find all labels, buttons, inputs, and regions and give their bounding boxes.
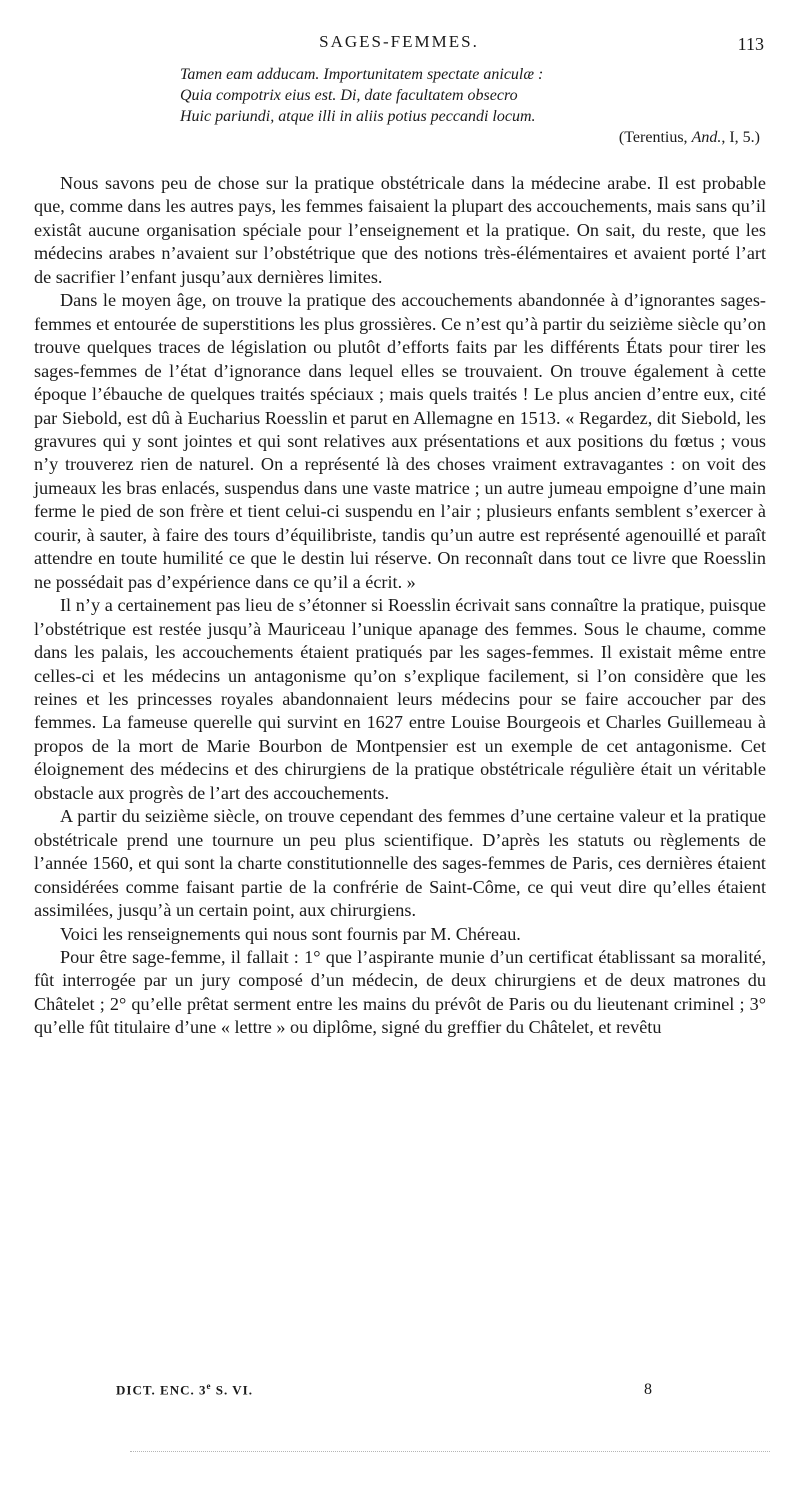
page-header	[34, 30, 764, 58]
paragraph-antagonism: Il n’y a certainement pas lieu de s’étonner si Roesslin écrivait sans connaître la pratique, puisque l’obstétrique est restée jusqu’à Mauriceau l’unique apanage des femmes. Sous le chaume, comme dans les palais, les accouchements étaient pratiqués par les sages-femmes. Il existait même entre celles-ci et les médecins un antagonisme qu’on s’explique facilement, si l’on considère que les reines et les princesses royales abandonnaient leurs médecins pour se faire accoucher par des femmes. La fameuse querelle qui survint en 1627 entre Louise Bourgeois et Charles Guillemeau à propos de la mort de Marie Bourbon de Montpensier est un exemple de cet antagonisme. Cet éloignement des médecins et des chirurgiens de la pratique obstétricale régulière était un véritable obstacle aux progrès de l’art des accouchements.	[34, 595, 766, 803]
body-text	[34, 172, 766, 1040]
bleed-through-line	[130, 1451, 770, 1453]
paragraph-arab-medicine: Nous savons peu de chose sur la pratique obstétricale dans la médecine arabe. Il est probable que, comme dans les autres pays, les femmes faisaient la plupart des accouchements, mais sans qu’il existât aucune organisation spéciale pour l’enseignement et la pratique. On sait, du reste, que les médecins arabes n’avaient sur l’obstétrique que des notions très-élémentaires et avaient porté l’art de sacrifier l’enfant jusqu’aux dernières limites.	[34, 173, 766, 287]
paragraph-sixteenth-century: A partir du seizième siècle, on trouve cependant des femmes d’une certaine valeur et la pratique obstétricale prend une tournure un peu plus scientifique. D’après les statuts ou règlements de l’année 1560, et qui sont la charte constitutionnelle des sages-femmes de Paris, ces dernières étaient considérées comme faisant partie de la confrérie de Saint-Côme, ce qui veut dire qu’elles étaient assimilées, jusqu’à un certain point, aux chirurgiens.	[34, 806, 766, 921]
running-title: SAGES-FEMMES.	[319, 32, 479, 51]
epigraph-line: Huic pariundi, atque illi in aliis potius peccandi locum.	[180, 108, 536, 125]
page-footer	[34, 1381, 764, 1403]
citation-work: And.	[691, 129, 722, 146]
epigraph-line: Tamen eam adducam. Importunitatem spectate aniculæ :	[180, 66, 544, 83]
paragraph-chereau: Voici les renseignements qui nous sont fournis par M. Chéreau.	[60, 923, 521, 944]
paragraph-middle-ages: Dans le moyen âge, on trouve la pratique des accouchements abandonnée à d’ignorantes sages-femmes et entourée de superstitions les plus grossières. Ce n’est qu’à partir du seizième siècle qu’on trouve quelques traces de législation ou plutôt d’efforts faits par les différents États pour tirer les sages-femmes de l’état d’ignorance dans lequel elles se trouvaient. On trouve également à cette époque l’ébauche de quelques traités spéciaux ; mais quels traités ! Le plus ancien d’entre eux, cité par Siebold, est dû à Eucharius Roesslin et parut en Allemagne en 1513. « Regardez, dit Siebold, les gravures qui y sont jointes et qui sont relatives aux présentations et aux positions du fœtus ; vous n’y trouverez rien de naturel. On a représenté là des choses vraiment extravagantes : on voit des jumeaux les bras enlacés, suspendus dans une vaste matrice ; un autre jumeau empoigne d’une main ferme le pied de son frère et tient celui-ci suspendu en l’air ; plusieurs enfants semblent s’exercer à courir, à sauter, à faire des tours d’équilibriste, tandis qu’un autre est représenté agenouillé et paraît attendre en toute humilité ce que le destin lui réserve. On reconnaît dans tout ce livre que Roesslin ne possédait pas d’expérience dans ce qu’il a écrit. »	[34, 290, 766, 592]
signature-suffix: S. VI.	[211, 1382, 253, 1398]
citation-author: (Terentius,	[618, 129, 692, 146]
sheet-number: 8	[644, 1381, 652, 1398]
signature-prefix: DICT. ENC. 3	[116, 1382, 207, 1398]
citation-reference: , I, 5.)	[721, 129, 760, 146]
paragraph-requirements: Pour être sage-femme, il fallait : 1° que l’aspirante munie d’un certificat établissant sa moralité, fût interrogée par un jury composé d’un médecin, de deux chirurgiens et de deux matrones du Châtelet ; 2° qu’elle prêtat serment entre les mains du prévôt de Paris ou du lieutenant criminel ; 3° qu’elle fût titulaire d’une « lettre » ou diplôme, signé du greffier du Châtelet, et revêtu	[34, 946, 766, 1038]
signature-superscript: e	[206, 1381, 212, 1391]
page-number: 113	[737, 34, 764, 54]
epigraph	[180, 64, 770, 148]
epigraph-line: Quia compotrix eius est. Di, date facultatem obsecro	[180, 87, 518, 104]
signature-mark	[116, 1381, 253, 1398]
epigraph-citation	[180, 127, 760, 148]
